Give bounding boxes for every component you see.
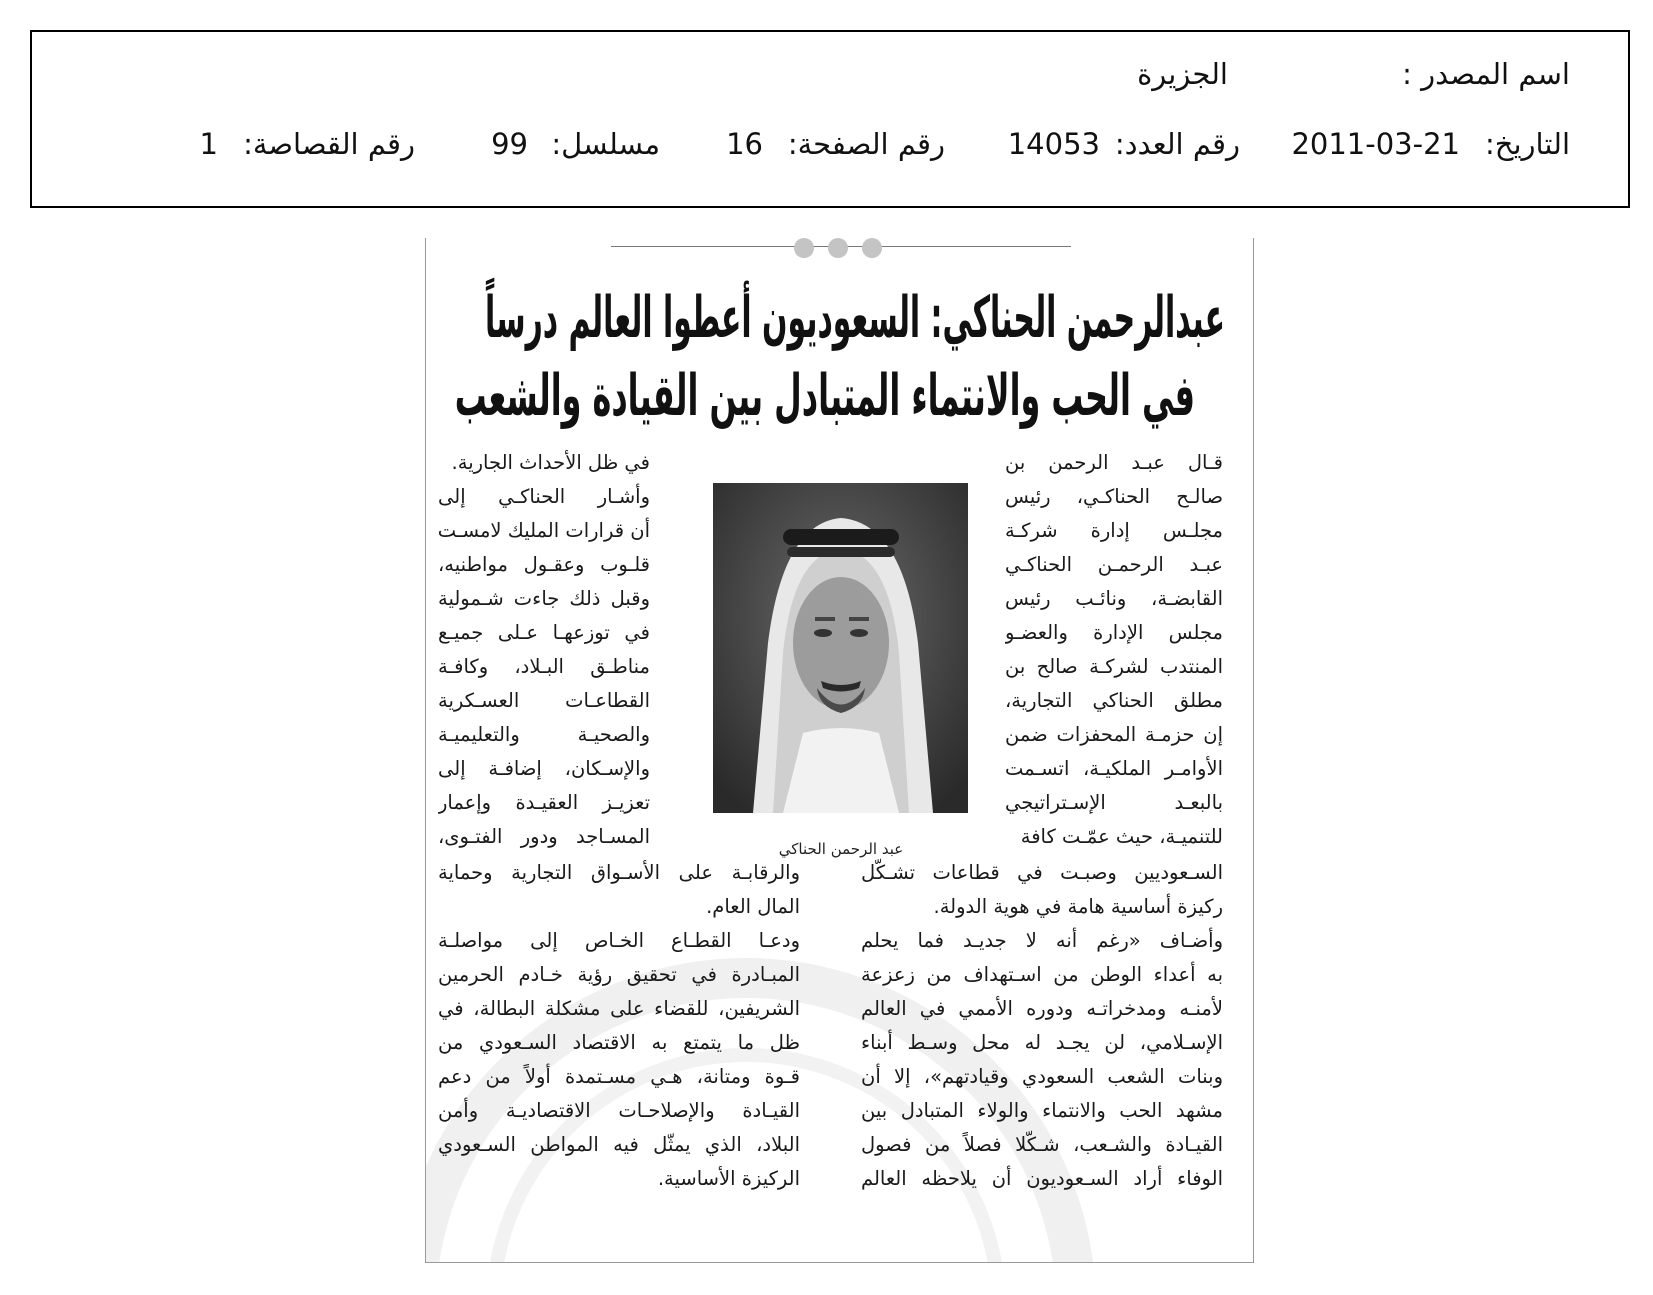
article-text-line: الشريفين، للقضاء على مشكلة البطالة، في: [438, 997, 800, 1020]
article-text-line: السـعوديين وصبـت في قطاعات تشـكّل: [861, 861, 1223, 884]
portrait-photo: [713, 483, 968, 813]
photo-caption: عبد الرحمن الحناكي: [778, 840, 904, 858]
article-text-line: مجلس الإدارة والعضـو: [1005, 621, 1223, 644]
article-text-line: قـال عبـد الرحمن بن: [1005, 451, 1223, 474]
article-text-line: ركيزة أساسية هامة في هوية الدولة.: [933, 895, 1223, 918]
page-value: 16: [726, 127, 763, 161]
article-text-line: القطاعـات العسـكرية: [438, 689, 650, 712]
issue-label: رقم العدد:: [1114, 127, 1240, 161]
ornament-dot-icon: [828, 238, 848, 258]
article-text-line: المال العام.: [706, 895, 800, 918]
column-right-bottom: [861, 856, 1223, 1196]
article-text-line: في ظل الأحداث الجارية.: [451, 451, 650, 474]
ornament-dot-icon: [794, 238, 814, 258]
date-value: 2011-03-21: [1291, 127, 1460, 161]
article-text-line: البلاد، الذي يمثّل فيه المواطن السـعودي: [438, 1133, 800, 1156]
headline-line-2: في الحب والانتماء المتبادل بين القيادة والشعب: [454, 363, 1195, 429]
article-text-line: المنتدب لشركـة صالح بن: [1005, 655, 1223, 678]
article-text-line: والرقابـة على الأسـواق التجارية وحماية: [438, 861, 800, 884]
date-label: التاريخ:: [1484, 127, 1570, 161]
serial-value: 99: [491, 127, 528, 161]
article-text-line: للتنميـة، حيث عمّـت كافة: [1020, 825, 1223, 848]
article-text-line: المبـادرة في تحقيق رؤية خـادم الحرمين: [438, 963, 800, 986]
article-text-line: وأشـار الحناكـي إلى: [438, 485, 650, 508]
portrait-illustration-icon: [713, 483, 968, 813]
article-text-line: القيـادة والإصلاحـات الاقتصاديـة وأمن: [438, 1099, 800, 1122]
article-text-line: والإسـكان، إضافـة إلى: [438, 757, 650, 780]
article-text-line: مناطـق البـلاد، وكافـة: [438, 655, 650, 678]
article-text-line: لأمنـه ومدخراتـه ودوره الأممي في العالم: [861, 997, 1223, 1020]
serial-label: مسلسل:: [551, 127, 660, 161]
article-text-line: ودعـا القطـاع الخـاص إلى مواصلـة: [438, 929, 800, 952]
source-label: اسم المصدر :: [1402, 57, 1570, 91]
article-text-line: أن قرارات المليك لامسـت: [438, 519, 650, 542]
article-text-line: قـوة ومتانة، هـي مسـتمدة أولاً من دعم: [438, 1065, 800, 1088]
article-text-line: إن حزمـة المحفزات ضمن: [1005, 723, 1223, 746]
article-text-line: في توزعهـا عـلى جميـع: [438, 621, 650, 644]
article-text-line: عبـد الرحمـن الحناكـي: [1005, 553, 1223, 576]
article-text-line: تعزيـز العقيـدة وإعمار: [438, 791, 650, 814]
source-value: الجزيرة: [1137, 57, 1228, 91]
article-text-line: القابضـة، ونائـب رئيس: [1005, 587, 1223, 610]
metadata-box: [30, 30, 1630, 208]
article-text-line: وقبل ذلك جاءت شـمولية: [438, 587, 650, 610]
article-text-line: الإسـلامي، لن يجـد له محل وسـط أبناء: [861, 1031, 1223, 1054]
article-text-line: به أعداء الوطن من اسـتهداف من زعزعة: [861, 963, 1223, 986]
column-left-bottom: [438, 856, 800, 1196]
article-text-line: قلـوب وعقـول مواطنيه،: [438, 553, 650, 576]
article-text-line: والصحيـة والتعليميـة: [438, 723, 650, 746]
clip-label: رقم القصاصة:: [243, 127, 415, 161]
article-text-line: مطلق الحناكي التجارية،: [1005, 689, 1223, 712]
article-text-line: القيـادة والشـعب، شـكّلا فصلاً من فصول: [861, 1133, 1223, 1156]
article-text-line: ظل ما يتمتع به الاقتصاد السـعودي من: [438, 1031, 800, 1054]
ornament-dot-icon: [862, 238, 882, 258]
newspaper-clipping: [425, 238, 1254, 1263]
article-text-line: المسـاجد ودور الفتـوى،: [438, 825, 650, 848]
article-text-line: الركيزة الأساسية.: [657, 1167, 800, 1190]
article-text-line: الوفاء أراد السـعوديون أن يلاحظه العالم: [861, 1167, 1223, 1190]
column-left-top: [438, 446, 650, 854]
article-text-line: بالبعـد الإسـتراتيجي: [1005, 791, 1223, 814]
clip-value: 1: [199, 127, 218, 161]
article-text-line: صالـح الحناكـي، رئيس: [1005, 485, 1223, 508]
article-text-line: وبنات الشعب السعودي وقيادتهم»، إلا أن: [861, 1065, 1223, 1088]
article-text-line: مشهد الحب والانتماء والولاء المتبادل بين: [861, 1099, 1223, 1122]
page-label: رقم الصفحة:: [787, 127, 945, 161]
issue-value: 14053: [1007, 127, 1100, 161]
headline-line-1: عبدالرحمن الحناكي: السعوديون أعطوا العالم درساً: [485, 285, 1225, 351]
article-text-line: مجلـس إدارة شركـة: [1005, 519, 1223, 542]
column-right-top: [1005, 446, 1223, 854]
article-text-line: وأضـاف «رغم أنه لا جديـد فما يحلم: [861, 929, 1223, 952]
article-text-line: الأوامـر الملكيـة، اتسـمت: [1005, 757, 1223, 780]
